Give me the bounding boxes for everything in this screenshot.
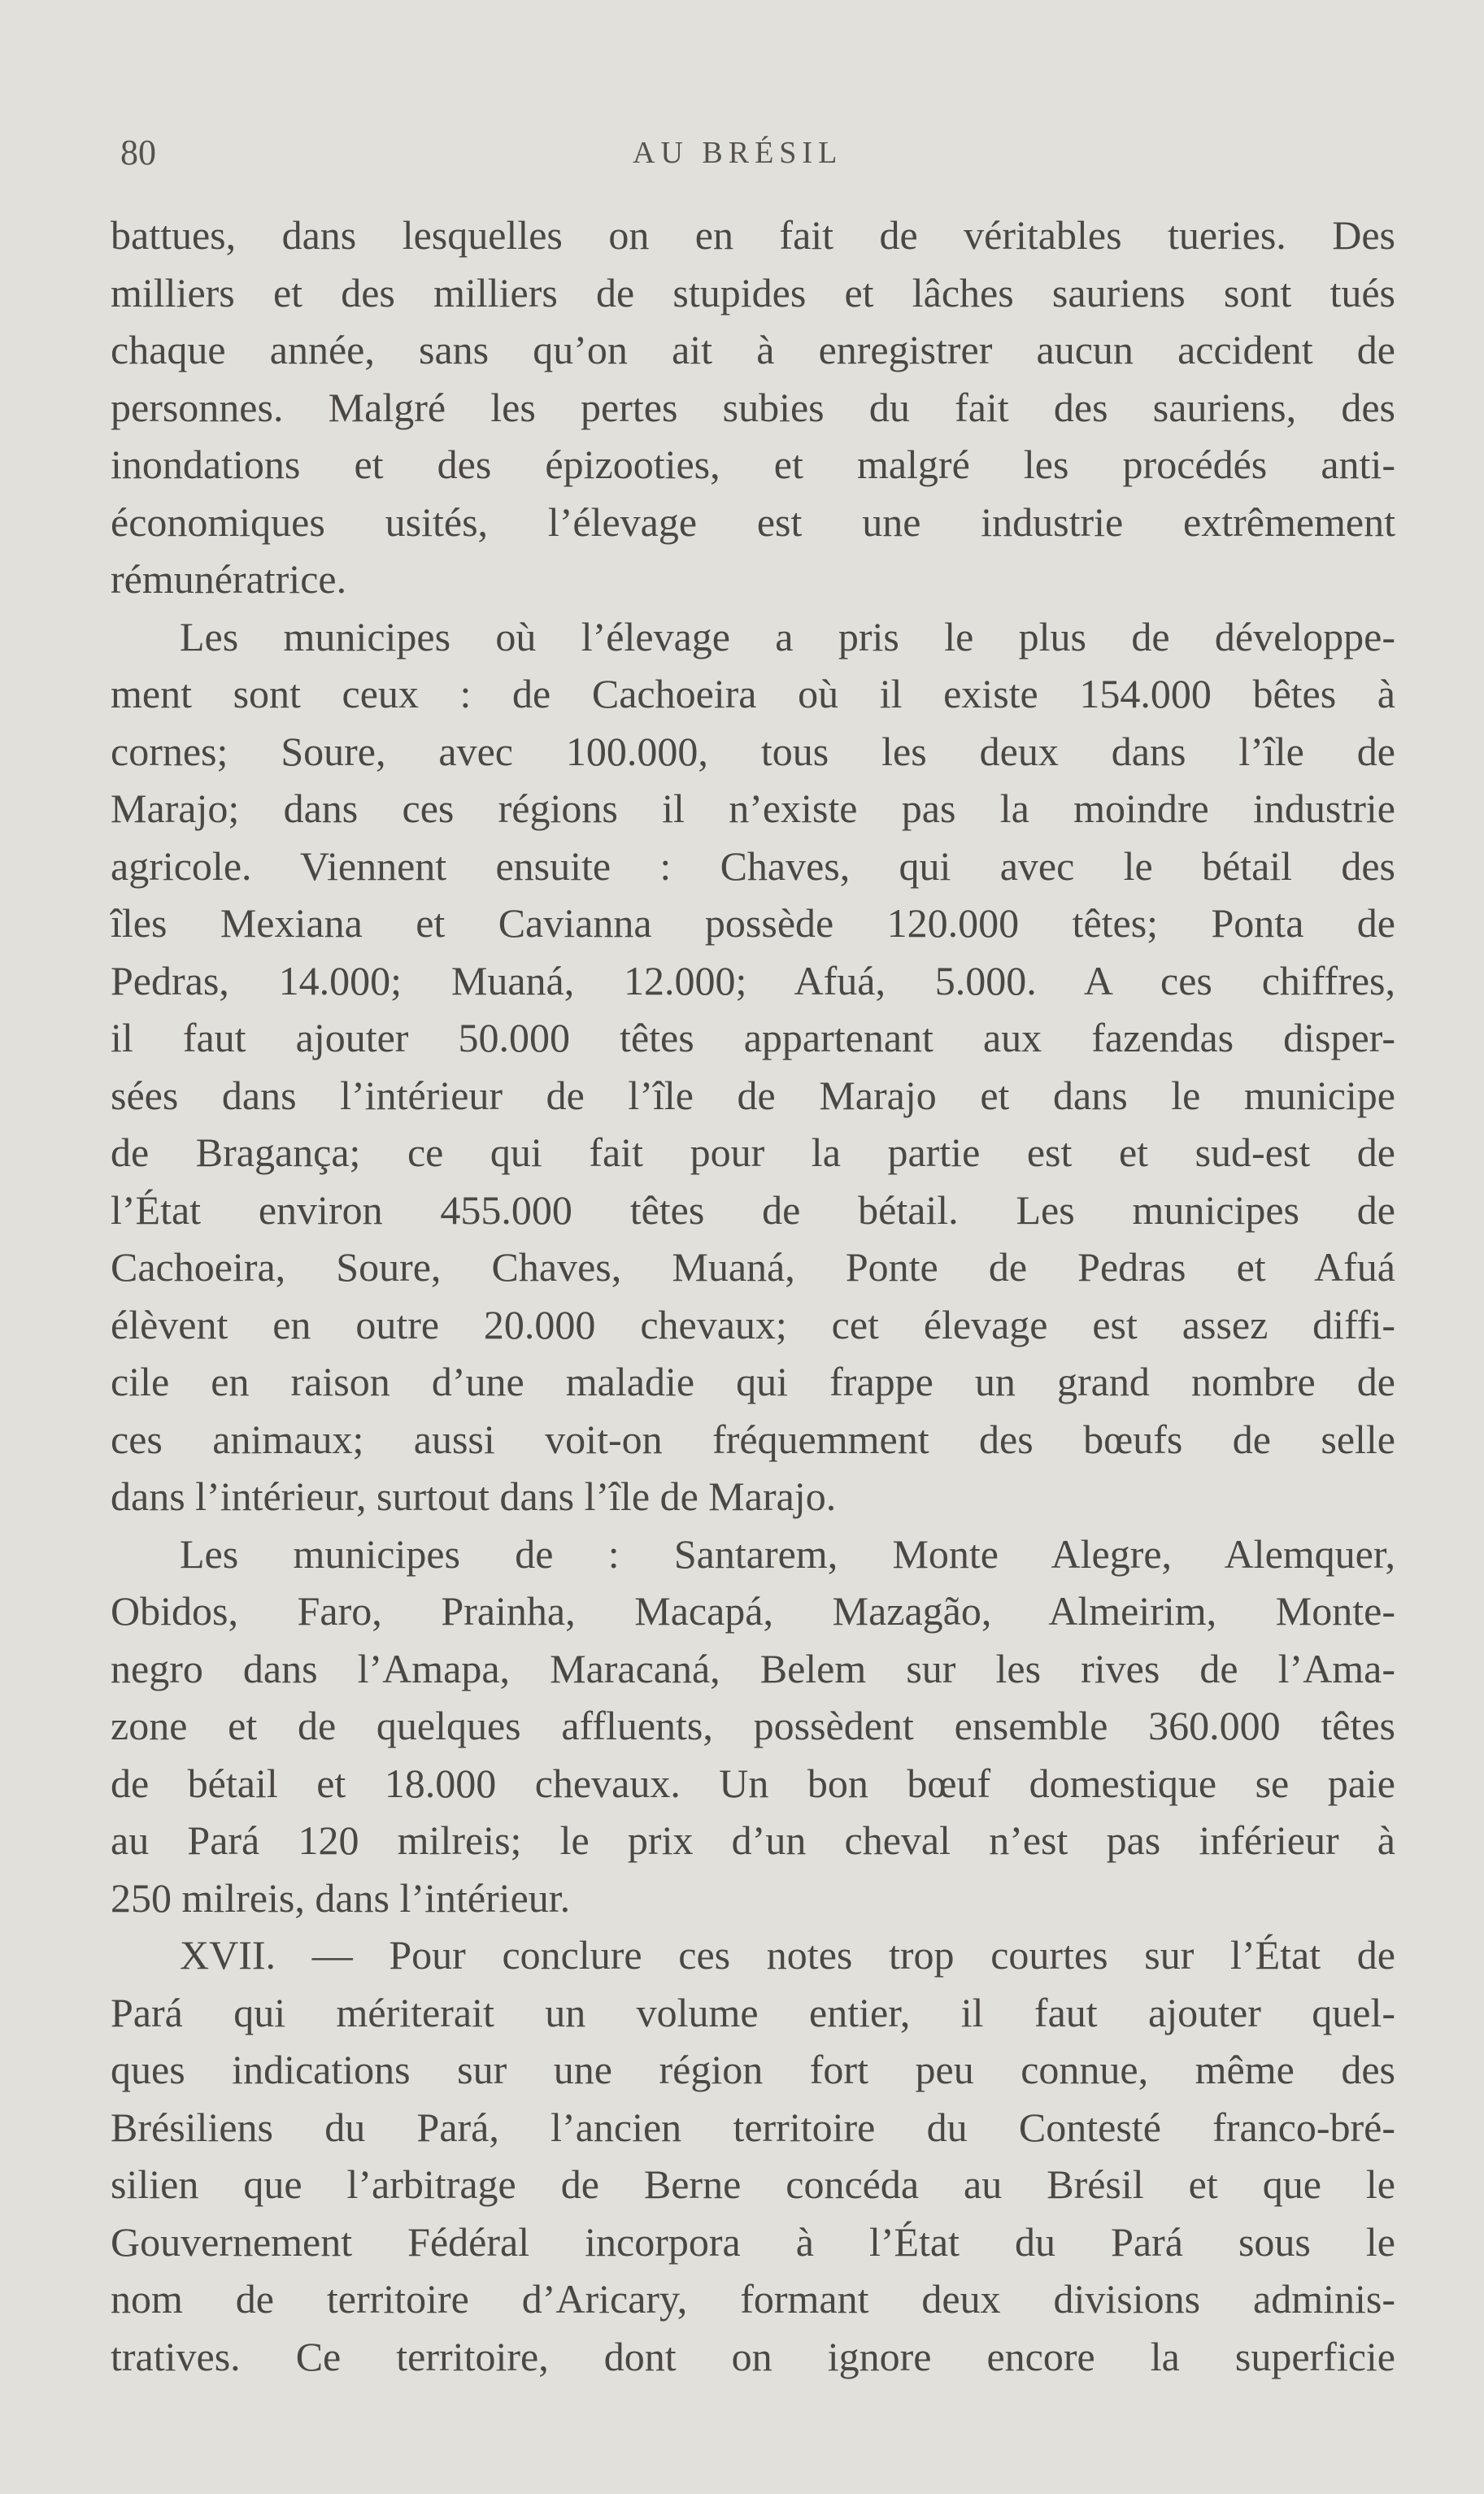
running-head [120, 132, 1397, 181]
text-line: tratives. Ce territoire, dont on ignore encore la superficie [111, 2333, 1395, 2379]
text-line: il faut ajouter 50.000 têtes appartenant aux fazendas disper- [111, 1015, 1395, 1060]
text-line: chaque année, sans qu’on ait à enregistrer aucun accident de [111, 327, 1395, 372]
text-line: Gouvernement Fédéral incorpora à l’État du Pará sous le [111, 2218, 1395, 2265]
text-line: negro dans l’Amapa, Maracaná, Belem sur les rives de l’Ama- [111, 1645, 1395, 1691]
text-line: battues, dans lesquelles on en fait de véritables tueries. Des [111, 212, 1395, 258]
text-line: de Bragança; ce qui fait pour la partie est et sud-est de [111, 1129, 1395, 1175]
text-line: élèvent en outre 20.000 chevaux; cet élevage est assez diffi- [111, 1301, 1395, 1347]
text-line: 250 milreis, dans l’intérieur. [111, 1874, 571, 1921]
text-line: silien que l’arbitrage de Berne concéda au Brésil et que le [111, 2161, 1395, 2207]
text-line: agricole. Viennent ensuite : Chaves, qui avec le bétail des [111, 842, 1395, 889]
body-text [111, 207, 1395, 2385]
text-line: sées dans l’intérieur de l’île de Marajo et dans le municipe [111, 1072, 1395, 1118]
text-line: personnes. Malgré les pertes subies du fait des sauriens, des [111, 384, 1395, 430]
text-line: Cachoeira, Soure, Chaves, Muaná, Ponte de Pedras et Afuá [111, 1244, 1395, 1290]
text-line: Les municipes où l’élevage a pris le plus de développe- [180, 613, 1395, 659]
text-line: économiques usités, l’élevage est une industrie extrêmement [111, 498, 1395, 545]
text-line: Brésiliens du Pará, l’ancien territoire du Contesté franco-bré- [111, 2104, 1395, 2150]
text-line: dans l’intérieur, surtout dans l’île de Marajo. [111, 1473, 837, 1519]
text-line: Les municipes de : Santarem, Monte Alegre, Alemquer, [180, 1530, 1395, 1577]
text-line: milliers et des milliers de stupides et lâches sauriens sont tués [111, 269, 1395, 316]
text-line: l’État environ 455.000 têtes de bétail. Les municipes de [111, 1186, 1395, 1233]
text-line: cornes; Soure, avec 100.000, tous les deux dans l’île de [111, 728, 1395, 774]
text-line: de bétail et 18.000 chevaux. Un bon bœuf domestique se paie [111, 1760, 1395, 1806]
text-line: ment sont ceux : de Cachoeira où il existe 154.000 bêtes à [111, 671, 1395, 716]
text-line: rémunératrice. [111, 556, 347, 602]
text-line: ques indications sur une région fort peu connue, même des [111, 2047, 1395, 2092]
text-line: Pará qui mériterait un volume entier, il faut ajouter quel- [111, 1989, 1395, 2035]
text-line: inondations et des épizooties, et malgré les procédés anti- [111, 442, 1395, 487]
text-line: ces animaux; aussi voit-on fréquemment des bœufs de selle [111, 1416, 1395, 1462]
text-line: cile en raison d’une maladie qui frappe un grand nombre de [111, 1359, 1395, 1404]
text-line: Obidos, Faro, Prainha, Macapá, Mazagão, Almeirim, Monte- [111, 1588, 1395, 1634]
page-number: 80 [120, 133, 156, 172]
text-line: Marajo; dans ces régions il n’existe pas la moindre industrie [111, 786, 1395, 831]
running-title: AU BRÉSIL [633, 136, 843, 170]
text-line: au Pará 120 milreis; le prix d’un cheval n’est pas inférieur à [111, 1817, 1395, 1863]
text-line: XVII. — Pour conclure ces notes trop courtes sur l’État de [180, 1932, 1395, 1978]
text-line: nom de territoire d’Aricary, formant deux divisions adminis- [111, 2276, 1395, 2322]
text-line: Pedras, 14.000; Muaná, 12.000; Afuá, 5.000. A ces chiffres, [111, 957, 1395, 1003]
text-line: zone et de quelques affluents, possèdent ensemble 360.000 têtes [111, 1703, 1395, 1748]
text-line: îles Mexiana et Cavianna possède 120.000 têtes; Ponta de [111, 900, 1395, 946]
